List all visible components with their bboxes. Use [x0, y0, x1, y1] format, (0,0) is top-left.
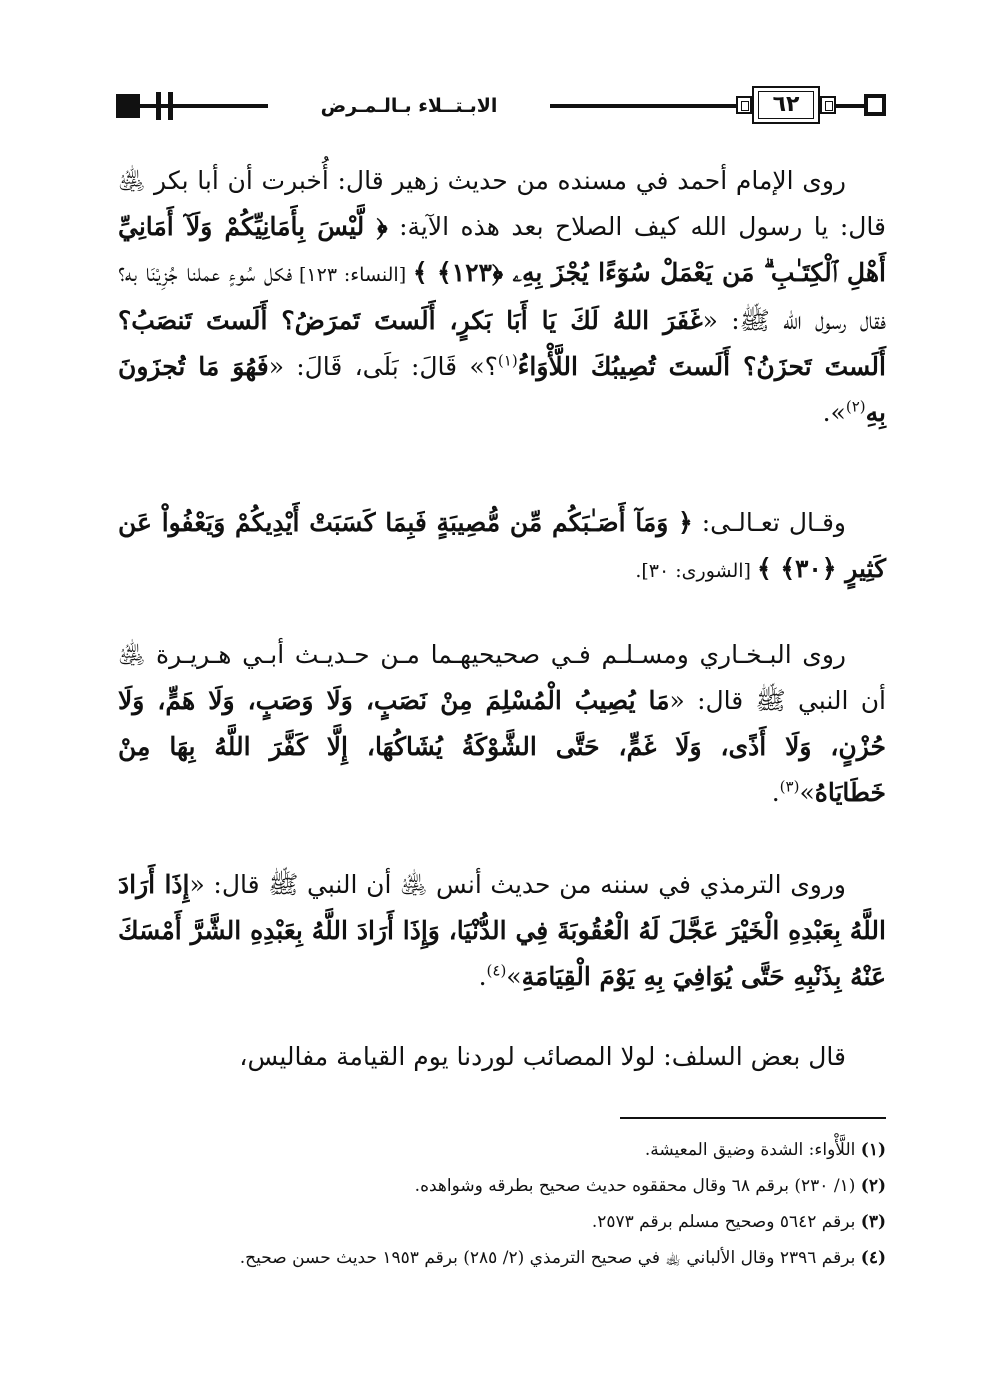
paragraph-text: قال بعض السلف: لولا المصائب لوردنا يوم القيامة مفاليس، [239, 1042, 846, 1071]
header-square-ornament-right [864, 94, 886, 116]
frame-knot-ornament [736, 96, 752, 114]
footnote-text: برقم ٢٣٩٦ وقال الألباني ﵀ في صحيح الترمذي (٢/ ٢٨٥) برقم ١٩٥٣ حديث حسن صحيح. [239, 1248, 856, 1268]
hadith-text: مَا يُصِيبُ الْمُسْلِمَ مِنْ نَصَبٍ، وَلَا وَصَبٍ، وَلَا هَمٍّ، وَلَا حُزْنٍ، وَلَا أَذًى، وَلَا غَمٍّ، حَتَّى الشَّوْكَةُ يُشَاكُهَا، إِلَّا كَفَّرَ اللَّهُ بِهَا مِنْ خَطَايَاهُ [118, 686, 886, 807]
footnote-text: (١/ ٢٣٠) برقم ٦٨ وقال محققوه حديث صحيح بطرقه وشواهده. [414, 1176, 856, 1196]
header-bar-ornament [168, 92, 173, 120]
footnote-number: (٢) [860, 1176, 886, 1196]
paragraph-text: فكل سُوءٍ عملنا جُزِيْنَا به؟ فقال رسول الله ﷺ: « [118, 258, 887, 335]
page-number-frame [736, 86, 836, 126]
paragraph [118, 862, 886, 1000]
paragraph-text: روى البـخـاري ومسـلـم فـي صحيحيهـما مـن حـديـث أبـي هـريـرة ﵁ أن النبي ﷺ قال: « [118, 640, 887, 715]
paragraph-text: روى الإمام أحمد في مسنده من حديث زهير قال: أُخبرت أن أبا بكر ﵁ قال: يا رسول الله كيف الصلاح بعد هذه الآية: [118, 166, 886, 241]
footnote-separator [620, 1117, 886, 1119]
header-square-ornament-left [116, 94, 140, 118]
header-bar-ornament [156, 92, 161, 120]
paragraph-text: . [771, 778, 780, 807]
footnote-ref: (١) [497, 351, 518, 370]
footnote-number: (١) [860, 1140, 886, 1160]
footnote [118, 1132, 886, 1168]
paragraph-text: ». [822, 398, 846, 427]
verse-citation: [الشورى: ٣٠]. [635, 560, 757, 582]
hadith-text: فَهُوَ مَا تُجزَونَ بِهِ [118, 352, 886, 427]
footnote-ref: (٤) [486, 961, 507, 980]
chapter-title: الابـتــلاء بـالـمـرض [320, 95, 498, 117]
hadith-text: إِذَا أَرَادَ اللَّهُ بِعَبْدِهِ الْخَيْرَ عَجَّلَ لَهُ الْعُقُوبَةَ فِي الدُّنْيَا، وَإِذَا أَرَادَ اللَّهُ بِعَبْدِهِ الشَّرَّ أَمْسَكَ عَنْهُ بِذَنْبِهِ حَتَّى يُوَافِيَ بِهِ يَوْمَ الْقِيَامَةِ [118, 870, 887, 991]
quran-verse: ﴿ وَمَآ أَصَـٰبَكُم مِّن مُّصِيبَةٍ فَبِمَا كَسَبَتْ أَيْدِيكُمْ وَيَعْفُواْ عَن كَثِيرٍ ﴿٣٠﴾ ﴾ [118, 508, 886, 583]
frame-knot-ornament [820, 96, 836, 114]
page-header [116, 86, 886, 126]
footnote-number: (٣) [860, 1212, 886, 1232]
footnote-ref: (٣) [779, 777, 800, 796]
paragraph-text: . [478, 962, 487, 991]
hadith-text: غَفَرَ اللهُ لَكَ يَا أَبَا بَكرٍ، أَلَستَ تَمرَضُ؟ أَلَستَ تَنصَبُ؟ أَلَستَ تَحزَنُ؟ أَلَستَ تُصِيبُكَ اللَّأْوَاءُ [118, 306, 886, 381]
paragraph [118, 158, 886, 436]
paragraph [118, 500, 886, 594]
paragraph-text: وقـال تعـالـى: [692, 508, 846, 537]
paragraph-text: ؟» قَالَ: بَلَى، قَالَ: « [268, 352, 498, 381]
paragraph-text: » [799, 778, 815, 807]
verse-citation: [النساء: ١٢٣] [292, 264, 413, 286]
footnotes [118, 1132, 886, 1276]
paragraph [118, 632, 886, 816]
paragraph [239, 1034, 886, 1080]
quran-verse: ﴿ لَّيْسَ بِأَمَانِيِّكُمْ وَلَآ أَمَانِيِّ أَهْلِ ٱلْكِتَـٰبِ ۗ مَن يَعْمَلْ سُوٓءًا يُجْزَ بِهِۦ ﴿١٢٣﴾ ﴾ [118, 212, 886, 287]
footnote [118, 1204, 886, 1240]
paragraph-text: » [506, 962, 522, 991]
page-number: ٦٢ [772, 92, 800, 117]
header-title-box [268, 90, 550, 122]
footnote-text: برقم ٥٦٤٢ وصحيح مسلم برقم ٢٥٧٣. [591, 1212, 856, 1232]
footnote-text: اللَّأْواء: الشدة وضيق المعيشة. [644, 1140, 856, 1160]
footnote-number: (٤) [860, 1248, 886, 1268]
footnote-ref: (٢) [845, 397, 866, 416]
footnote [118, 1240, 886, 1276]
paragraph-text: وروى الترمذي في سننه من حديث أنس ﵁ أن النبي ﷺ قال: « [189, 870, 846, 899]
footnote [118, 1168, 886, 1204]
